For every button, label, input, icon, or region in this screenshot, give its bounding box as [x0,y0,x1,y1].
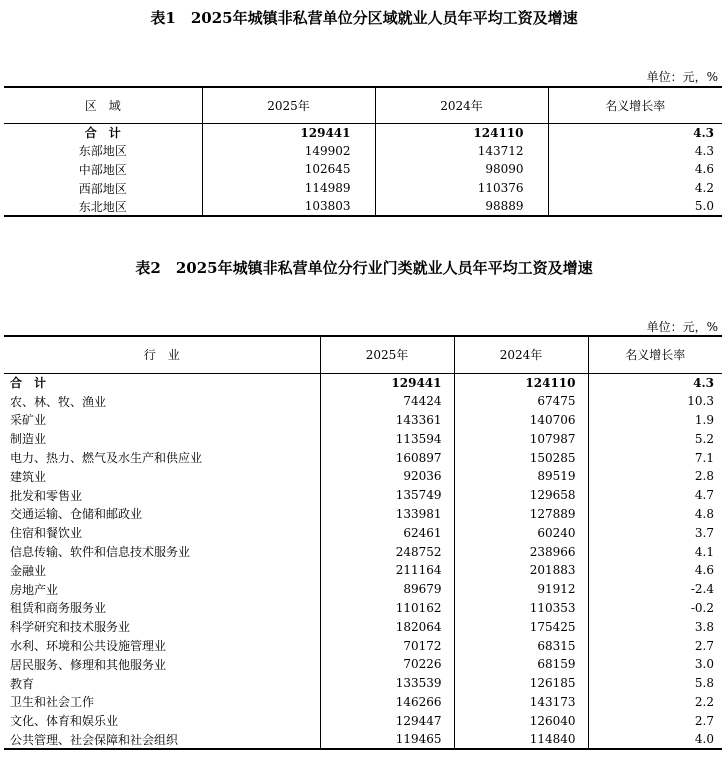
row-label: 合 计 [84,126,121,141]
column-header-category: 区 域 [4,87,202,123]
value-2025: 248752 [320,542,454,561]
row-label: 房地产业 [10,582,59,597]
row-label: 信息传输、软件和信息技术服务业 [10,545,191,560]
total-row [4,373,722,392]
growth-rate: 4.6 [548,160,722,179]
row-label: 租赁和商务服务业 [10,601,107,616]
value-2024: 89519 [454,467,588,486]
table-row [4,599,722,618]
table2-title: 表2 2025年城镇非私营单位分行业门类就业人员年平均工资及增速 [135,259,593,277]
value-2024: 110353 [454,599,588,618]
table2 [4,335,722,750]
value-2025: 182064 [320,617,454,636]
table-row [4,160,722,179]
column-header-2024: 2024年 [454,336,588,373]
row-label: 中部地区 [78,162,127,177]
table-row [4,730,722,749]
value-2025: 110162 [320,599,454,618]
table-row [4,392,722,411]
table-row [4,636,722,655]
growth-rate: 4.3 [588,373,722,392]
column-header-2025: 2025年 [320,336,454,373]
row-label: 金融业 [10,563,47,578]
total-row [4,123,722,142]
row-label: 科学研究和技术服务业 [10,620,131,635]
value-2024: 127889 [454,505,588,524]
growth-rate: 4.7 [588,486,722,505]
row-label: 卫生和社会工作 [10,695,95,710]
value-2024: 98090 [375,160,548,179]
table-row [4,467,722,486]
table1-body [4,123,722,216]
row-label: 东部地区 [78,144,127,159]
row-label: 水利、环境和公共设施管理业 [10,639,167,654]
value-2024: 110376 [375,179,548,198]
value-2024: 143173 [454,693,588,712]
table-row [4,542,722,561]
row-label: 合 计 [10,376,47,391]
growth-rate: 2.7 [588,636,722,655]
table-row [4,523,722,542]
growth-rate: 3.0 [588,655,722,674]
growth-rate: 4.0 [588,730,722,749]
growth-rate: 1.9 [588,411,722,430]
row-label: 建筑业 [10,469,47,484]
table-row [4,411,722,430]
table-row [4,693,722,712]
value-2025: 74424 [320,392,454,411]
table-row [4,505,722,524]
column-header-2024: 2024年 [375,87,548,123]
row-label: 公共管理、社会保障和社会组织 [4,730,320,749]
value-2025: 129447 [320,711,454,730]
growth-rate: 5.0 [548,197,722,216]
growth-rate: 4.3 [548,123,722,142]
table-row [4,448,722,467]
row-label: 文化、体育和娱乐业 [10,714,119,729]
value-2024: 201883 [454,561,588,580]
value-2024: 175425 [454,617,588,636]
value-2025: 102645 [202,160,375,179]
value-2025: 119465 [320,730,454,749]
value-2024: 129658 [454,486,588,505]
value-2025: 92036 [320,467,454,486]
value-2024: 114840 [454,730,588,749]
growth-rate: 4.3 [548,142,722,161]
table1-header [4,87,722,123]
growth-rate: 10.3 [588,392,722,411]
row-label: 制造业 [10,432,47,447]
table2-header [4,336,722,373]
growth-rate: -2.4 [588,580,722,599]
value-2024: 124110 [375,123,548,142]
row-label: 东北地区 [4,197,202,216]
growth-rate: 4.1 [588,542,722,561]
table-row [4,429,722,448]
growth-rate: 4.6 [588,561,722,580]
row-label: 批发和零售业 [10,488,83,503]
row-label: 电力、热力、燃气及水生产和供应业 [10,451,203,466]
column-header-category: 行 业 [4,336,320,373]
value-2025: 103803 [202,197,375,216]
value-2025: 114989 [202,179,375,198]
table-row [4,655,722,674]
value-2025: 70172 [320,636,454,655]
value-2025: 129441 [202,123,375,142]
growth-rate: 2.7 [588,711,722,730]
value-2025: 149902 [202,142,375,161]
value-2024: 98889 [375,197,548,216]
value-2025: 146266 [320,693,454,712]
table-row [4,711,722,730]
value-2024: 107987 [454,429,588,448]
value-2025: 89679 [320,580,454,599]
table-row [4,674,722,693]
row-label: 农、林、牧、渔业 [10,394,107,409]
value-2025: 113594 [320,429,454,448]
growth-rate: 7.1 [588,448,722,467]
value-2025: 143361 [320,411,454,430]
table2-body [4,373,722,749]
table-row [4,561,722,580]
growth-rate: -0.2 [588,599,722,618]
table-row [4,197,722,216]
value-2025: 135749 [320,486,454,505]
value-2024: 67475 [454,392,588,411]
row-label: 交通运输、仓储和邮政业 [10,507,143,522]
table1-title: 表1 2025年城镇非私营单位分区域就业人员年平均工资及增速 [150,9,578,27]
value-2024: 68159 [454,655,588,674]
value-2025: 62461 [320,523,454,542]
value-2024: 140706 [454,411,588,430]
value-2024: 238966 [454,542,588,561]
row-label: 住宿和餐饮业 [10,526,83,541]
value-2025: 160897 [320,448,454,467]
column-header-growth-rate: 名义增长率 [548,87,722,123]
row-label: 居民服务、修理和其他服务业 [10,657,167,672]
growth-rate: 4.8 [588,505,722,524]
growth-rate: 3.7 [588,523,722,542]
column-header-2025: 2025年 [202,87,375,123]
row-label: 教育 [10,676,35,691]
row-label: 西部地区 [78,181,127,196]
value-2024: 126185 [454,674,588,693]
column-header-growth-rate: 名义增长率 [588,336,722,373]
growth-rate: 3.8 [588,617,722,636]
value-2025: 211164 [320,561,454,580]
table-row [4,179,722,198]
value-2024: 124110 [454,373,588,392]
table1-unit: 单位：元，% [646,70,718,84]
table-row [4,486,722,505]
value-2024: 143712 [375,142,548,161]
value-2024: 150285 [454,448,588,467]
row-label: 采矿业 [10,413,47,428]
value-2024: 68315 [454,636,588,655]
value-2025: 129441 [320,373,454,392]
table-row [4,580,722,599]
value-2024: 60240 [454,523,588,542]
value-2024: 126040 [454,711,588,730]
growth-rate: 2.8 [588,467,722,486]
table1 [4,86,722,217]
value-2025: 133981 [320,505,454,524]
table-row [4,617,722,636]
value-2024: 91912 [454,580,588,599]
growth-rate: 4.2 [548,179,722,198]
growth-rate: 5.2 [588,429,722,448]
table2-unit: 单位：元，% [646,320,718,334]
growth-rate: 5.8 [588,674,722,693]
table-row [4,142,722,161]
value-2025: 70226 [320,655,454,674]
growth-rate: 2.2 [588,693,722,712]
value-2025: 133539 [320,674,454,693]
